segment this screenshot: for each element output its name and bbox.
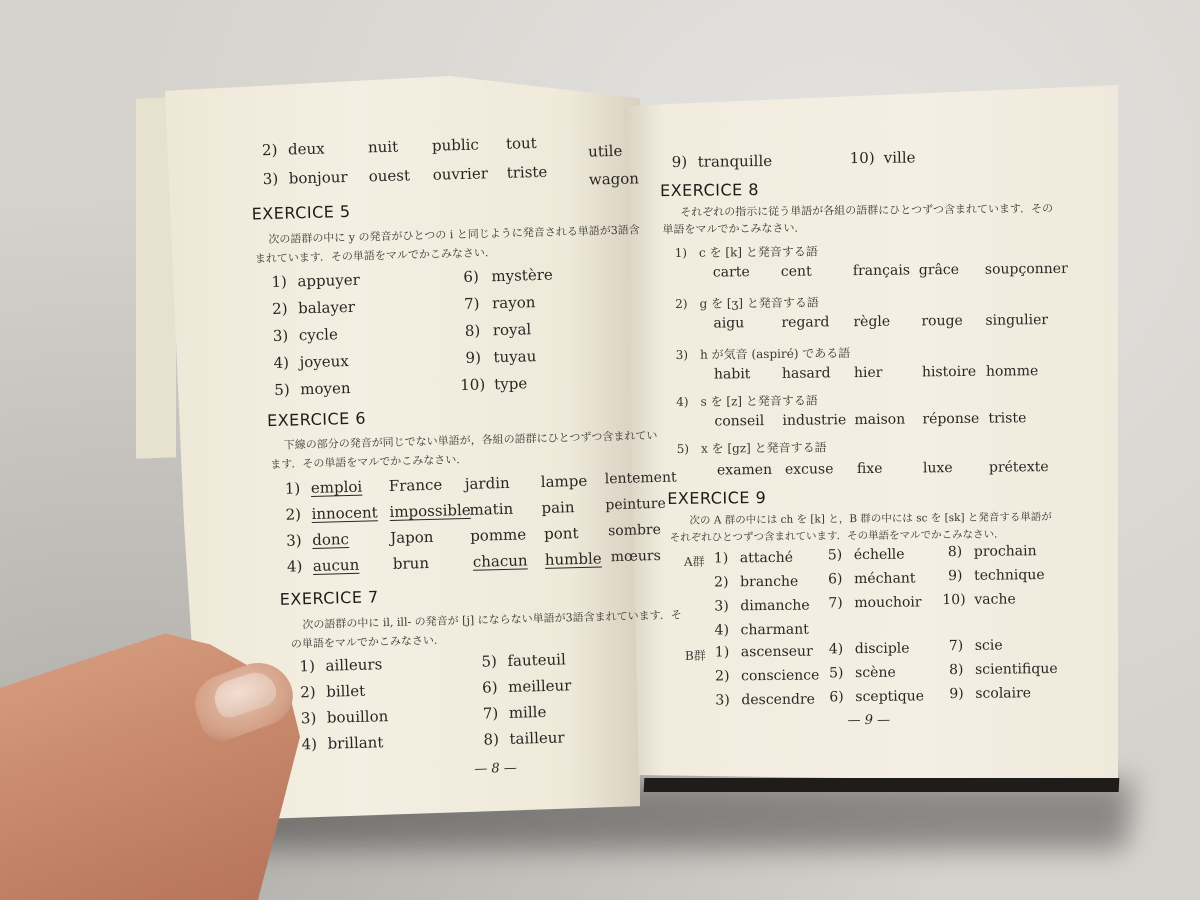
- word: humble: [544, 549, 602, 569]
- item-num: 1): [713, 550, 729, 567]
- word: hier: [853, 364, 883, 382]
- item-num: 5): [274, 380, 290, 399]
- row-num: 2): [261, 140, 278, 160]
- word: conseil: [714, 413, 765, 430]
- item-word: fauteuil: [507, 650, 567, 670]
- instruction: 単語をマルでかこみなさい．: [662, 221, 806, 237]
- item-num: 5): [829, 665, 844, 682]
- group-label: 1) c を [k] と発音する語: [674, 244, 818, 260]
- item-num: 6): [828, 571, 843, 588]
- item-num: 8): [483, 730, 500, 749]
- item-num: 1): [271, 272, 288, 291]
- item-word: charmant: [740, 621, 809, 639]
- word: aucun: [312, 555, 360, 575]
- word: deux: [287, 139, 325, 159]
- item-num: 9): [671, 152, 688, 171]
- instruction: それぞれの指示に従う単語が各組の語群にひとつずつ含まれています．その: [680, 201, 1054, 219]
- word: aigu: [713, 315, 745, 332]
- item-num: 7): [482, 704, 499, 723]
- group-label: 2) g を [ʒ] と発音する語: [675, 295, 819, 311]
- word: réponse: [922, 410, 980, 428]
- word: homme: [985, 363, 1039, 380]
- item-word: brillant: [327, 733, 384, 753]
- group-label: 3) h が気音 (aspiré) である語: [675, 346, 851, 362]
- row-num: 1): [284, 479, 301, 498]
- item-word: disciple: [854, 640, 910, 658]
- item-word: dimanche: [740, 597, 810, 615]
- word: pain: [541, 498, 575, 517]
- item-num: 8): [948, 661, 964, 679]
- item-word: scolaire: [975, 685, 1032, 702]
- word: luxe: [922, 460, 953, 477]
- item-num: 9): [949, 685, 964, 703]
- exercise-title: EXERCICE 7: [279, 587, 379, 609]
- word: mœurs: [610, 547, 662, 566]
- word: règle: [853, 313, 891, 331]
- instruction: 次の語群の中に y の発音がひとつの i と同じように発音される単語が3語含: [268, 223, 640, 247]
- item-num: 10): [942, 591, 966, 609]
- exercise-title: EXERCICE 8: [659, 180, 760, 201]
- item-word: prochain: [973, 543, 1037, 560]
- word: ouvrier: [432, 164, 489, 184]
- row-num: 4): [286, 557, 303, 576]
- word: utile: [587, 141, 623, 161]
- item-word: scène: [855, 664, 896, 682]
- item-word: méchant: [854, 570, 916, 588]
- exercise-title: EXERCICE 9: [667, 488, 767, 509]
- word: hasard: [781, 365, 831, 382]
- word: carte: [712, 264, 750, 281]
- item-num: 4): [714, 622, 730, 639]
- item-word: joyeux: [299, 351, 349, 372]
- word: tout: [505, 134, 537, 153]
- item-word: balayer: [297, 297, 356, 318]
- word: prétexte: [988, 459, 1049, 476]
- exercise-title: EXERCICE 6: [266, 408, 367, 431]
- word: français: [852, 262, 911, 280]
- word: singulier: [985, 312, 1049, 329]
- word: ouest: [368, 166, 411, 186]
- instruction: まれています．その単語をマルでかこみなさい．: [254, 246, 497, 266]
- item-word: moyen: [300, 378, 351, 399]
- item-num: 2): [271, 299, 288, 318]
- row-num: 2): [285, 505, 302, 524]
- word: Japon: [389, 527, 434, 547]
- item-word: ville: [883, 148, 916, 167]
- word: public: [431, 135, 480, 155]
- item-word: descendre: [741, 691, 815, 709]
- item-word: meilleur: [507, 676, 572, 696]
- item-num: 7): [463, 294, 480, 313]
- item-word: attaché: [739, 549, 794, 567]
- word: triste: [988, 410, 1027, 427]
- item-word: conscience: [741, 667, 820, 685]
- word: impossible: [389, 500, 471, 521]
- item-num: 3): [715, 692, 730, 709]
- item-word: mystère: [491, 265, 553, 286]
- word: grâce: [918, 261, 960, 279]
- word: lampe: [540, 471, 588, 492]
- item-word: billet: [325, 681, 366, 701]
- item-num: 1): [714, 644, 730, 661]
- item-word: bouillon: [326, 707, 389, 727]
- item-word: échelle: [853, 546, 905, 564]
- word: industrie: [782, 412, 847, 429]
- item-word: vache: [974, 591, 1016, 608]
- item-num: 8): [947, 543, 963, 561]
- page-number: — 9 —: [847, 712, 891, 729]
- word: innocent: [311, 503, 378, 524]
- item-num: 7): [948, 637, 964, 655]
- item-word: mouchoir: [854, 594, 922, 612]
- item-num: 9): [948, 567, 963, 585]
- word: soupçonner: [984, 260, 1068, 278]
- item-num: 6): [829, 689, 844, 706]
- item-num: 4): [301, 734, 318, 754]
- item-word: tranquille: [697, 151, 773, 171]
- word: pont: [543, 524, 579, 543]
- item-num: 2): [715, 668, 730, 685]
- item-word: tailleur: [509, 728, 565, 748]
- item-word: royal: [492, 320, 532, 340]
- item-num: 6): [481, 678, 498, 697]
- word: fixe: [856, 460, 883, 478]
- word: rouge: [921, 312, 963, 330]
- word: pomme: [469, 525, 527, 545]
- word: nuit: [367, 137, 399, 157]
- item-num: 2): [299, 682, 316, 702]
- item-num: 4): [828, 641, 844, 658]
- item-num: 3): [714, 598, 729, 615]
- item-num: 6): [463, 267, 480, 286]
- item-word: appuyer: [297, 270, 361, 291]
- word: wagon: [588, 169, 640, 189]
- item-num: 9): [465, 348, 482, 367]
- word: bonjour: [288, 167, 348, 188]
- group-label: 5) x を [gz] と発音する語: [676, 440, 827, 456]
- item-num: 2): [714, 574, 729, 591]
- page-number: — 8 —: [474, 760, 518, 777]
- word: sombre: [607, 521, 662, 540]
- item-word: rayon: [491, 293, 536, 313]
- group-b-label: B群: [684, 648, 706, 663]
- item-num: 3): [300, 708, 317, 728]
- item-num: 4): [273, 353, 290, 372]
- instruction: ます．その単語をマルでかこみなさい．: [270, 452, 468, 472]
- item-word: mille: [508, 702, 547, 722]
- word: examen: [716, 461, 773, 479]
- row-num: 3): [262, 169, 279, 189]
- group-a-label: A群: [683, 554, 705, 569]
- word: cent: [780, 263, 812, 280]
- item-word: ailleurs: [325, 655, 383, 675]
- item-num: 10): [849, 148, 875, 168]
- item-word: sceptique: [855, 688, 925, 706]
- word: France: [388, 475, 443, 495]
- item-num: 5): [481, 652, 498, 671]
- word: regard: [781, 314, 830, 331]
- word: lentement: [604, 469, 677, 488]
- word: maison: [854, 411, 906, 429]
- row-num: 3): [286, 531, 302, 550]
- word: excuse: [784, 461, 834, 478]
- instruction: 次の語群の中に il, ill- の発音が [j] にならない単語が3語含まれています．そ: [302, 608, 682, 632]
- word: habit: [713, 366, 751, 383]
- word: donc: [312, 530, 350, 550]
- word: histoire: [921, 363, 977, 381]
- item-num: 1): [299, 656, 316, 676]
- word: emploi: [310, 477, 363, 498]
- item-num: 3): [272, 326, 289, 345]
- exercise-title: EXERCICE 5: [251, 201, 351, 224]
- item-num: 7): [828, 595, 843, 612]
- item-word: tuyau: [493, 347, 537, 367]
- item-word: branche: [740, 573, 799, 591]
- item-word: ascenseur: [740, 643, 813, 661]
- word: jardin: [464, 473, 510, 493]
- word: chacun: [472, 551, 528, 571]
- item-word: scientifique: [974, 660, 1058, 678]
- instruction: 次の A 群の中には ch を [k] と，B 群の中には sc を [sk] と発音する単語が: [689, 511, 1052, 527]
- item-word: technique: [973, 567, 1045, 584]
- instruction: それぞれひとつずつ含まれています．その単語をマルでかこみなさい．: [669, 528, 1005, 545]
- group-label: 4) s を [z] と発音する語: [676, 393, 818, 409]
- instruction: 下線の部分の発音が同じでない単語が，各組の語群にひとつずつ含まれてい: [283, 428, 658, 452]
- instruction: の単語をマルでかこみなさい．: [290, 633, 446, 651]
- word: matin: [469, 499, 514, 519]
- word: peinture: [605, 495, 666, 514]
- word: triste: [506, 162, 548, 182]
- item-word: cycle: [298, 325, 339, 345]
- item-word: type: [493, 374, 528, 394]
- item-num: 8): [464, 321, 481, 340]
- item-word: scie: [974, 637, 1003, 654]
- word: brun: [392, 553, 430, 573]
- item-num: 5): [827, 547, 843, 564]
- item-num: 10): [460, 375, 486, 395]
